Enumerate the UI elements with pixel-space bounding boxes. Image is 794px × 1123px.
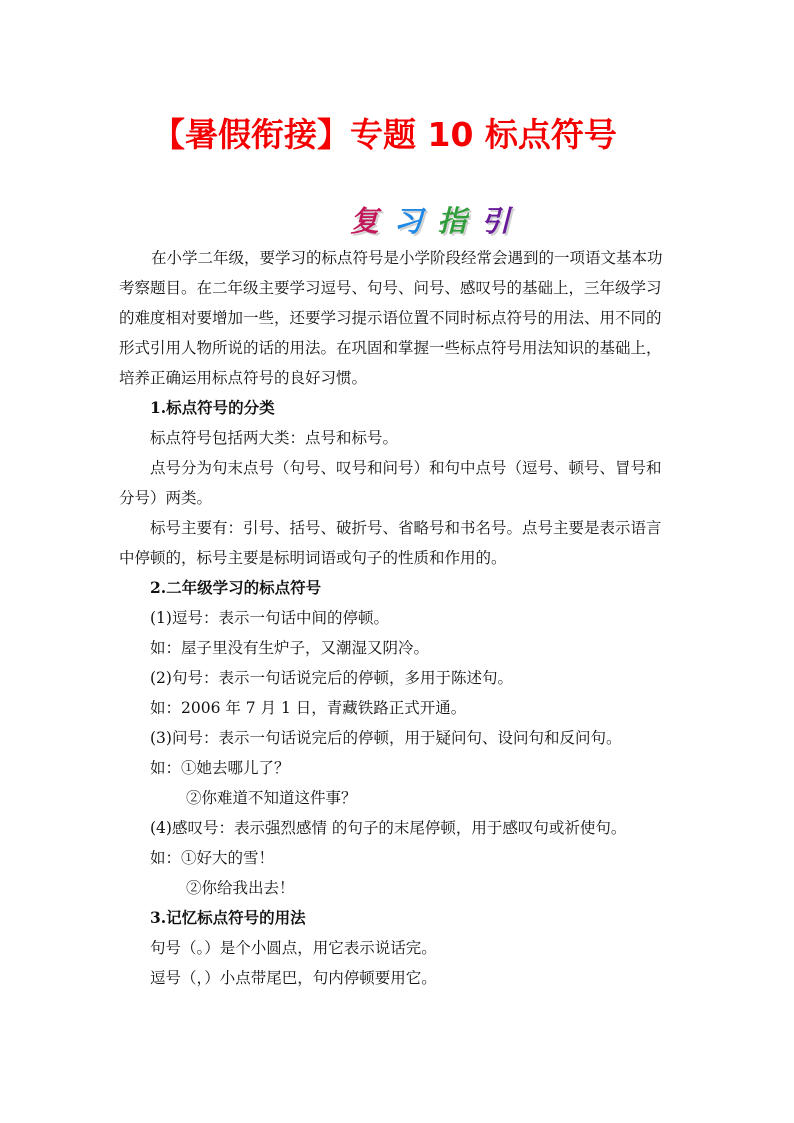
body-line: 点号分为句末点号（句号、叹号和问号）和句中点号（逗号、顿号、冒号和 xyxy=(150,459,662,477)
body-line: 分号）两类。 xyxy=(119,489,213,507)
section-heading-memory: 3.记忆标点符号的用法 xyxy=(150,908,306,927)
body-line: (1)逗号：表示一句话中间的停顿。 xyxy=(150,609,389,627)
body-line: 逗号（，）小点带尾巴，句内停顿要用它。 xyxy=(150,969,437,987)
intro-line: 培养正确运用标点符号的良好习惯。 xyxy=(119,369,368,387)
banner-char-2: 习 xyxy=(393,204,423,238)
example-line: ②你难道不知道这件事？ xyxy=(186,789,357,807)
example-line: 如：屋子里没有生炉子，又潮湿又阴冷。 xyxy=(150,639,430,657)
body-line: (3)问号：表示一句话说完后的停顿，用于疑问句、设问句和反问句。 xyxy=(150,729,622,747)
example-line: 如：①她去哪儿了？ xyxy=(150,759,290,777)
body-line: (2)句号：表示一句话说完后的停顿，多用于陈述句。 xyxy=(150,669,513,687)
section-heading-classification: 1.标点符号的分类 xyxy=(150,398,275,417)
intro-line: 形式引用人物所说的话的用法。在巩固和掌握一些标点符号用法知识的基础上， xyxy=(119,339,662,357)
page-title: 【暑假衔接】专题 10 标点符号 xyxy=(152,115,617,154)
intro-line: 的难度相对要增加一些，还要学习提示语位置不同时标点符号的用法、用不同的 xyxy=(119,309,662,327)
body-line: 中停顿的，标号主要是标明词语或句子的性质和作用的。 xyxy=(119,549,507,567)
banner-char-3: 指 xyxy=(437,204,467,238)
intro-line: 考察题目。在二年级主要学习逗号、句号、问号、感叹号的基础上，三年级学习 xyxy=(119,279,662,297)
body-line: (4)感叹号：表示强烈感情 的句子的末尾停顿，用于感叹句或祈使句。 xyxy=(150,819,627,837)
section-heading-grade-two: 2.二年级学习的标点符号 xyxy=(150,578,322,597)
example-line: 如：2006 年 7 月 1 日，青藏铁路正式开通。 xyxy=(150,699,467,717)
body-line: 标号主要有：引号、括号、破折号、省略号和书名号。点号主要是表示语言 xyxy=(150,519,662,537)
body-line: 标点符号包括两大类：点号和标号。 xyxy=(150,429,399,447)
body-line: 句号（。）是个小圆点，用它表示说话完。 xyxy=(150,939,437,957)
intro-paragraph xyxy=(119,243,679,993)
example-line: 如：①好大的雪！ xyxy=(150,849,275,867)
banner-char-1: 复 xyxy=(350,204,380,238)
intro-line: 在小学二年级，要学习的标点符号是小学阶段经常会遇到的一项语文基本功 xyxy=(151,249,663,267)
review-guide-banner xyxy=(350,202,510,240)
example-line: ②你给我出去！ xyxy=(186,879,295,897)
banner-char-4: 引 xyxy=(480,204,510,238)
